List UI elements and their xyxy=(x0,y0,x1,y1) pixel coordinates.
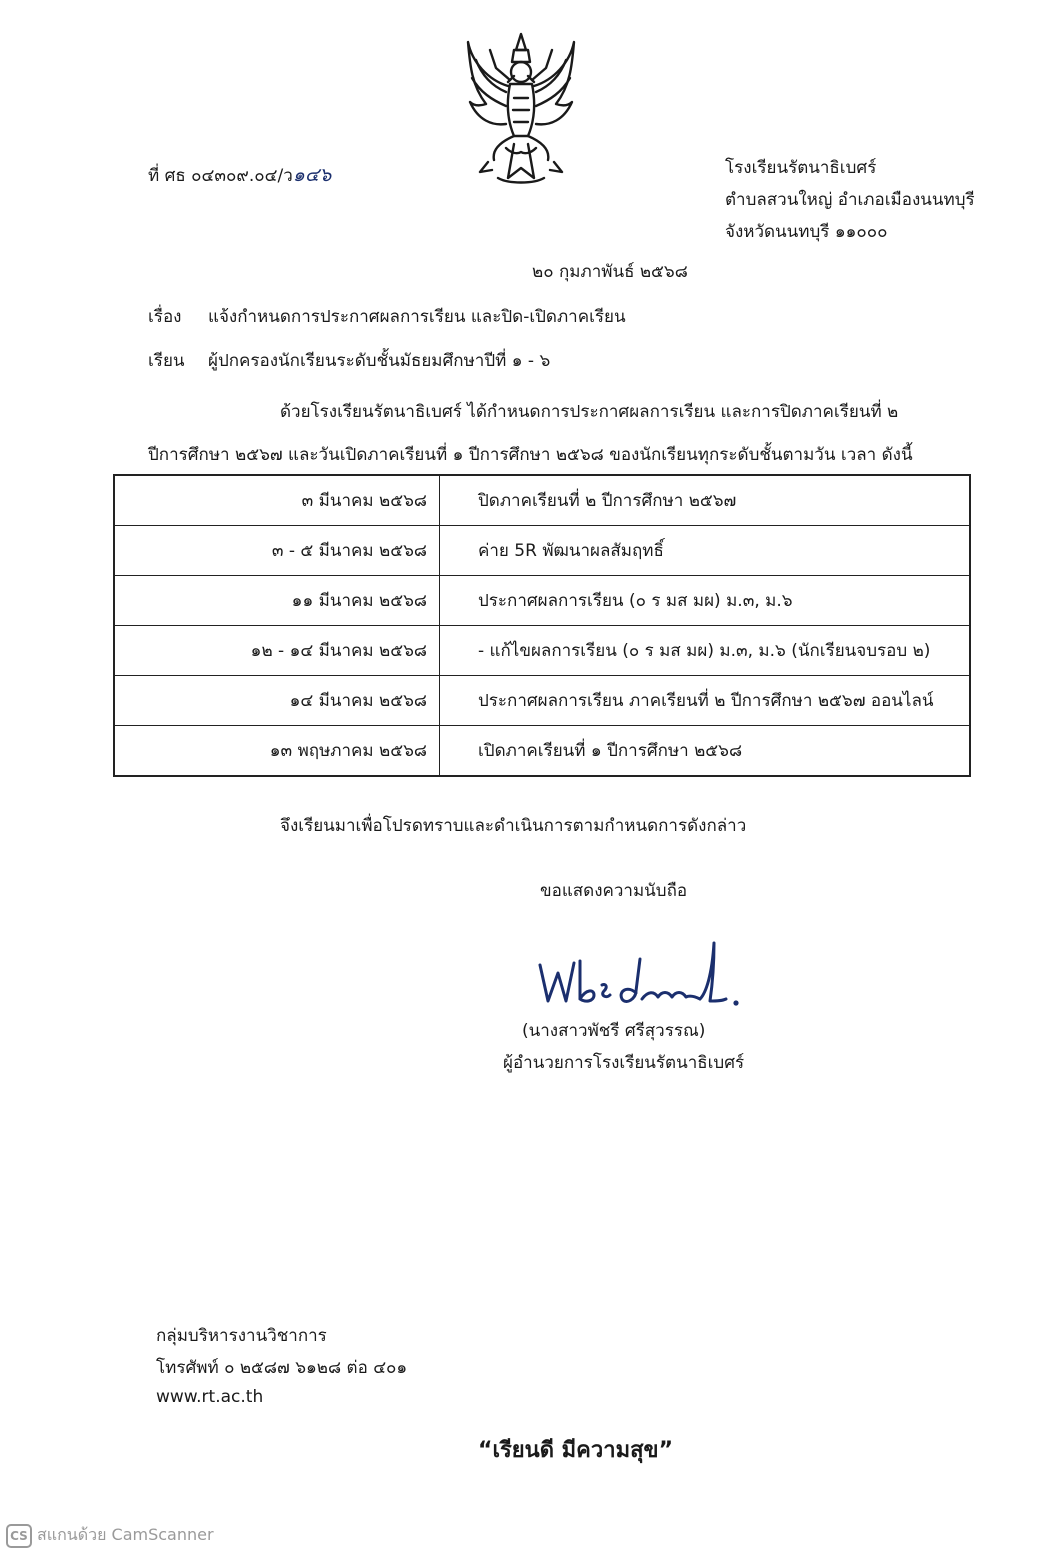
subject-line xyxy=(148,303,626,330)
body-paragraph-line-2: ปีการศึกษา ๒๕๖๗ และวันเปิดภาคเรียนที่ ๑ ปีการศึกษา ๒๕๖๘ ของนักเรียนทุกระดับชั้นตามวัน เวลา ดังนี้ xyxy=(148,445,913,465)
closing-sentence: จึงเรียนมาเพื่อโปรดทราบและดำเนินการตามกำหนดการดังกล่าว xyxy=(280,816,747,836)
table-row xyxy=(114,576,970,626)
regards: ขอแสดงความนับถือ xyxy=(540,881,688,901)
camscanner-text: สแกนด้วย CamScanner xyxy=(37,1525,214,1544)
schedule-event: - แก้ไขผลการเรียน (๐ ร มส มผ) ม.๓, ม.๖ (นักเรียนจบรอบ ๒) xyxy=(440,626,971,676)
signatory-name: (นางสาวพัชรี ศรีสุวรรณ) xyxy=(522,1021,706,1041)
schedule-date: ๑๑ มีนาคม ๒๕๖๘ xyxy=(114,576,440,626)
table-row xyxy=(114,726,970,777)
footer-website: www.rt.ac.th xyxy=(156,1387,264,1407)
letter-date: ๒๐ กุมภาพันธ์ ๒๕๖๘ xyxy=(532,262,688,282)
schedule-date: ๓ - ๕ มีนาคม ๒๕๖๘ xyxy=(114,526,440,576)
subject-label: เรื่อง xyxy=(148,307,182,327)
schedule-date: ๑๓ พฤษภาคม ๒๕๖๘ xyxy=(114,726,440,777)
schedule-event: ประกาศผลการเรียน ภาคเรียนที่ ๒ ปีการศึกษา ๒๕๖๗ ออนไลน์ xyxy=(440,676,971,726)
sender-school-name: โรงเรียนรัตนาธิเบศร์ xyxy=(725,158,877,178)
schedule-date: ๓ มีนาคม ๒๕๖๘ xyxy=(114,475,440,526)
garuda-emblem-icon xyxy=(462,28,580,188)
schedule-date: ๑๔ มีนาคม ๒๕๖๘ xyxy=(114,676,440,726)
footer-phone: โทรศัพท์ ๐ ๒๕๘๗ ๖๑๒๘ ต่อ ๔๐๑ xyxy=(156,1358,408,1378)
table-row xyxy=(114,626,970,676)
recipient-label: เรียน xyxy=(148,351,185,371)
camscanner-watermark xyxy=(6,1523,214,1548)
footer-department: กลุ่มบริหารงานวิชาการ xyxy=(156,1326,327,1346)
subject-text: แจ้งกำหนดการประกาศผลการเรียน และปิด-เปิดภาคเรียน xyxy=(208,307,626,327)
schedule-event: เปิดภาคเรียนที่ ๑ ปีการศึกษา ๒๕๖๘ xyxy=(440,726,971,777)
schedule-event: ค่าย 5R พัฒนาผลสัมฤทธิ์ xyxy=(440,526,971,576)
schedule-date: ๑๒ - ๑๔ มีนาคม ๒๕๖๘ xyxy=(114,626,440,676)
recipient-line xyxy=(148,347,550,374)
sender-subdistrict: ตำบลสวนใหญ่ อำเภอเมืองนนทบุรี xyxy=(725,190,975,210)
schedule-event: ปิดภาคเรียนที่ ๒ ปีการศึกษา ๒๕๖๗ xyxy=(440,475,971,526)
body-paragraph-line-1: ด้วยโรงเรียนรัตนาธิเบศร์ ได้กำหนดการประกาศผลการเรียน และการปิดภาคเรียนที่ ๒ xyxy=(280,402,899,422)
table-row xyxy=(114,475,970,526)
schedule-table xyxy=(113,474,971,777)
camscanner-logo-icon: CS xyxy=(6,1524,32,1548)
table-row xyxy=(114,526,970,576)
recipient-text: ผู้ปกครองนักเรียนระดับชั้นมัธยมศึกษาปีที่ ๑ - ๖ xyxy=(208,351,551,371)
reference-number xyxy=(148,160,331,190)
school-motto: “เรียนดี มีความสุข” xyxy=(478,1438,674,1463)
reference-prefix: ที่ ศธ ๐๔๓๐๙.๐๔/ว xyxy=(148,166,293,186)
sender-address xyxy=(725,152,975,248)
reference-number-handwritten: ๑๔๖ xyxy=(292,164,332,186)
sender-province: จังหวัดนนทบุรี ๑๑๐๐๐ xyxy=(725,222,888,242)
table-row xyxy=(114,676,970,726)
schedule-event: ประกาศผลการเรียน (๐ ร มส มผ) ม.๓, ม.๖ xyxy=(440,576,971,626)
signatory-title: ผู้อำนวยการโรงเรียนรัตนาธิเบศร์ xyxy=(503,1053,745,1073)
handwritten-signature-icon xyxy=(536,935,746,1013)
